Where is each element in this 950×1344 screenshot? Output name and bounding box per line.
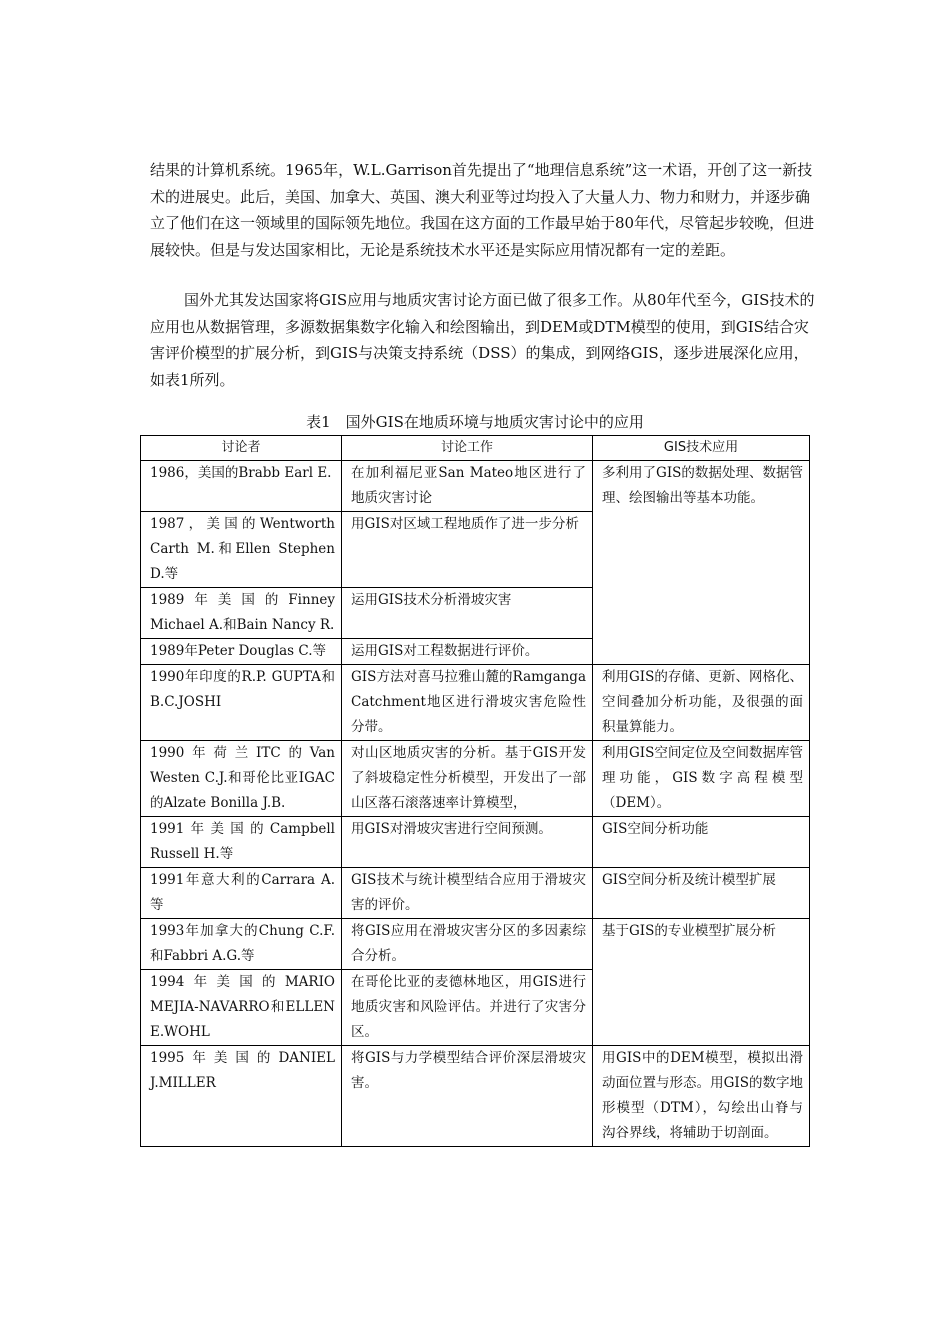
- researcher-cell: 1990年印度的R.P. GUPTA和B.C.JOSHI: [141, 665, 342, 741]
- work-cell: 运用GIS技术分析滑坡灾害: [342, 588, 593, 639]
- work-cell: 将GIS应用在滑坡灾害分区的多因素综合分析。: [342, 919, 593, 970]
- work-cell: 在哥伦比亚的麦德林地区，用GIS进行地质灾害和风险评估。并进行了灾害分区。: [342, 970, 593, 1046]
- work-cell: GIS方法对喜马拉雅山麓的Ramganga Catchment地区进行滑坡灾害危险性分带。: [342, 665, 593, 741]
- researcher-cell: 1989年美国的Finney Michael A.和Bain Nancy R.: [141, 588, 342, 639]
- table-header-row: [141, 436, 810, 461]
- work-cell: 对山区地质灾害的分析。基于GIS开发了斜坡稳定性分析模型，开发出了一部山区落石滚落速率计算模型，: [342, 741, 593, 817]
- table-row: [141, 665, 810, 741]
- researcher-cell: 1990年荷兰ITC的Van Westen C.J.和哥伦比亚IGAC的Alzate Bonilla J.B.: [141, 741, 342, 817]
- application-cell: 多利用了GIS的数据处理、数据管理、绘图输出等基本功能。: [593, 461, 810, 665]
- application-cell: GIS空间分析及统计模型扩展: [593, 868, 810, 919]
- application-cell: 用GIS中的DEM模型，模拟出滑动面位置与形态。用GIS的数字地形模型（DTM），勾绘出山脊与沟谷界线，将辅助于切剖面。: [593, 1046, 810, 1147]
- researcher-cell: 1991年意大利的Carrara A.等: [141, 868, 342, 919]
- header-work: 讨论工作: [342, 436, 593, 461]
- table-row: [141, 817, 810, 868]
- work-cell: 用GIS对区域工程地质作了进一步分析: [342, 512, 593, 588]
- table-caption: 表1 国外GIS在地质环境与地质灾害讨论中的应用: [306, 413, 644, 431]
- body-paragraph: 国外尤其发达国家将GIS应用与地质灾害讨论方面已做了很多工作。从80年代至今，GIS技术的应用也从数据管理，多源数据集数字化输入和绘图输出，到DEM或DTM模型的使用，到GIS结合灾害评价模型的扩展分析，到GIS与决策支持系统（DSS）的集成，到网络GIS，逐步进展深化应用，如表1所列。: [150, 291, 815, 389]
- researcher-cell: 1991年美国的Campbell Russell H.等: [141, 817, 342, 868]
- header-gis-application: GIS技术应用: [593, 436, 810, 461]
- work-cell: 用GIS对滑坡灾害进行空间预测。: [342, 817, 593, 868]
- gis-applications-table: [140, 435, 810, 1147]
- body-paragraph: 结果的计算机系统。1965年，W.L.Garrison首先提出了“地理信息系统”这一术语，开创了这一新技术的进展史。此后，美国、加拿大、英国、澳大利亚等过均投入了大量人力、物力和财力，并逐步确立了他们在这一领域里的国际领先地位。我国在这方面的工作最早始于80年代，尽管起步较晚，但进展较快。但是与发达国家相比，无论是系统技术水平还是实际应用情况都有一定的差距。: [150, 161, 815, 259]
- table-row: [141, 1046, 810, 1147]
- researcher-cell: 1986，美国的Brabb Earl E.: [141, 461, 342, 512]
- work-cell: 在加利福尼亚San Mateo地区进行了地质灾害讨论: [342, 461, 593, 512]
- researcher-cell: 1995年美国的DANIEL J.MILLER: [141, 1046, 342, 1147]
- application-cell: GIS空间分析功能: [593, 817, 810, 868]
- header-researcher: 讨论者: [141, 436, 342, 461]
- researcher-cell: 1993年加拿大的Chung C.F.和Fabbri A.G.等: [141, 919, 342, 970]
- table-row: [141, 919, 810, 970]
- work-cell: 将GIS与力学模型结合评价深层滑坡灾害。: [342, 1046, 593, 1147]
- researcher-cell: 1994年美国的MARIO MEJIA-NAVARRO和ELLEN E.WOHL: [141, 970, 342, 1046]
- application-cell: 基于GIS的专业模型扩展分析: [593, 919, 810, 1046]
- table-row: [141, 461, 810, 512]
- researcher-cell: 1987，美国的Wentworth Carth M.和Ellen Stephen D.等: [141, 512, 342, 588]
- researcher-cell: 1989年Peter Douglas C.等: [141, 639, 342, 665]
- application-cell: 利用GIS空间定位及空间数据库管理功能，GIS数字高程模型（DEM）。: [593, 741, 810, 817]
- application-cell: 利用GIS的存储、更新、网格化、空间叠加分析功能，及很强的面积量算能力。: [593, 665, 810, 741]
- table-row: [141, 868, 810, 919]
- work-cell: GIS技术与统计模型结合应用于滑坡灾害的评价。: [342, 868, 593, 919]
- work-cell: 运用GIS对工程数据进行评价。: [342, 639, 593, 665]
- table-row: [141, 741, 810, 817]
